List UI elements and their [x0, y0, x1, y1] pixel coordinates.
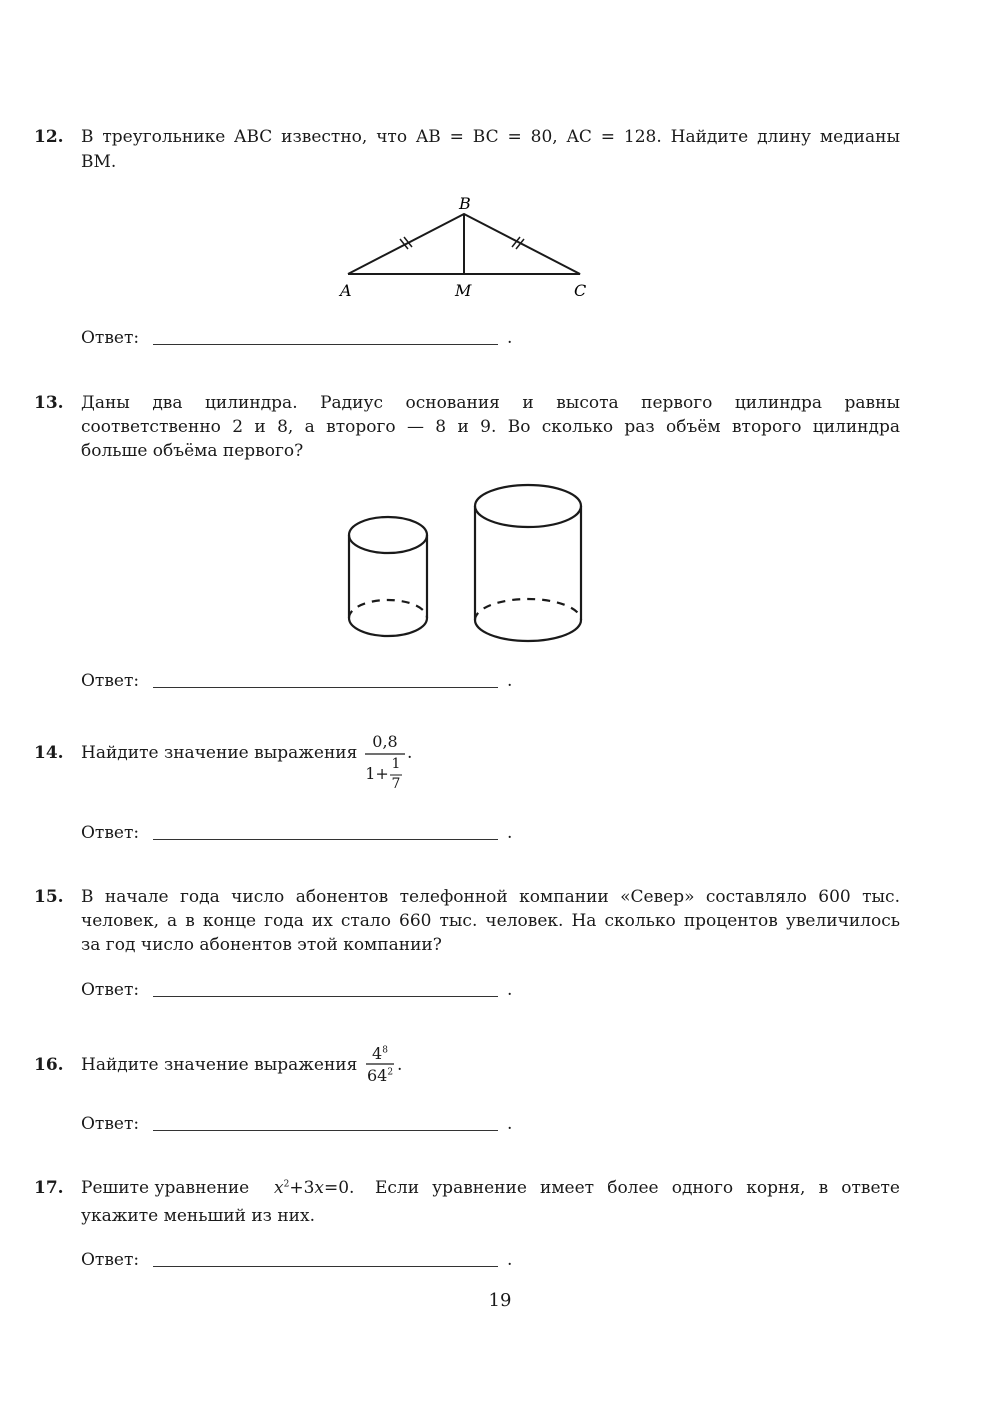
answer-label-12: Ответ: — [81, 328, 140, 348]
task-17-number: 17. — [34, 1178, 64, 1198]
expr-14-end: . — [407, 743, 413, 763]
task-15-number: 15. — [34, 887, 64, 907]
task-12-line-2: BM. — [81, 152, 117, 172]
task-16-line-1: Найдите значение выражения — [81, 1055, 358, 1075]
task-17-line-1b: Если уравнение имеет более одного корня, в ответе — [375, 1178, 900, 1198]
task-15-line-2: человек, а в конце года их стало 660 тыс. человек. На сколько процентов увеличилось — [81, 911, 900, 931]
answer-field-13[interactable] — [153, 687, 498, 688]
answer-end-12: . — [507, 328, 513, 348]
answer-field-17[interactable] — [153, 1266, 498, 1267]
answer-end-15: . — [507, 980, 513, 1000]
task-12-number: 12. — [34, 127, 64, 147]
answer-label-15: Ответ: — [81, 980, 140, 1000]
cylinder-small — [349, 517, 427, 636]
expr-14-den-num: 1 — [391, 756, 401, 772]
answer-end-13: . — [507, 671, 513, 691]
task-13-line-2: соответственно 2 и 8, а второго — 8 и 9. Во сколько раз объём второго цилиндра — [81, 417, 900, 437]
expr-14-den-den: 7 — [391, 776, 401, 792]
page-number: 19 — [488, 1290, 512, 1311]
expr-14-numerator: 0,8 — [372, 732, 398, 751]
task-17-equation: $x^2+3x=0$. — [274, 1178, 355, 1198]
answer-end-16: . — [507, 1114, 513, 1134]
answer-label-17: Ответ: — [81, 1250, 140, 1270]
task-13-line-3: больше объёма первого? — [81, 441, 304, 461]
answer-end-17: . — [507, 1250, 513, 1270]
task-16-number: 16. — [34, 1055, 64, 1075]
label-m: M — [455, 281, 472, 300]
label-a: A — [340, 281, 352, 300]
expr-16-end: . — [397, 1055, 403, 1075]
answer-field-14[interactable] — [153, 839, 498, 840]
answer-label-16: Ответ: — [81, 1114, 140, 1134]
triangle-figure — [348, 214, 580, 274]
task-17-line-2: укажите меньший из них. — [81, 1206, 315, 1226]
task-15-line-3: за год число абонентов этой компании? — [81, 935, 442, 955]
expr-16-denominator: $64^2$ — [367, 1066, 394, 1085]
cylinder-large — [475, 485, 581, 641]
expr-14-den-whole: 1+ — [365, 764, 389, 783]
label-c: C — [574, 281, 587, 300]
answer-field-16[interactable] — [153, 1130, 498, 1131]
answer-field-12[interactable] — [153, 344, 498, 345]
task-13-line-1: Даны два цилиндра. Радиус основания и высота первого цилиндра равны — [81, 393, 900, 413]
expr-16-numerator: $4^8$ — [372, 1044, 388, 1063]
task-14-number: 14. — [34, 743, 64, 763]
task-12-line-1: В треугольнике ABC известно, что AB = BC = 80, AC = 128. Найдите длину медианы — [81, 127, 900, 147]
answer-label-14: Ответ: — [81, 823, 140, 843]
answer-field-15[interactable] — [153, 996, 498, 997]
task-14-line-1: Найдите значение выражения — [81, 743, 358, 763]
task-17-line-1a: Решите уравнение — [81, 1178, 250, 1198]
task-13-number: 13. — [34, 393, 64, 413]
answer-label-13: Ответ: — [81, 671, 140, 691]
answer-end-14: . — [507, 823, 513, 843]
task-15-line-1: В начале года число абонентов телефонной компании «Север» составляло 600 тыс. — [81, 887, 900, 907]
label-b: B — [459, 194, 471, 213]
